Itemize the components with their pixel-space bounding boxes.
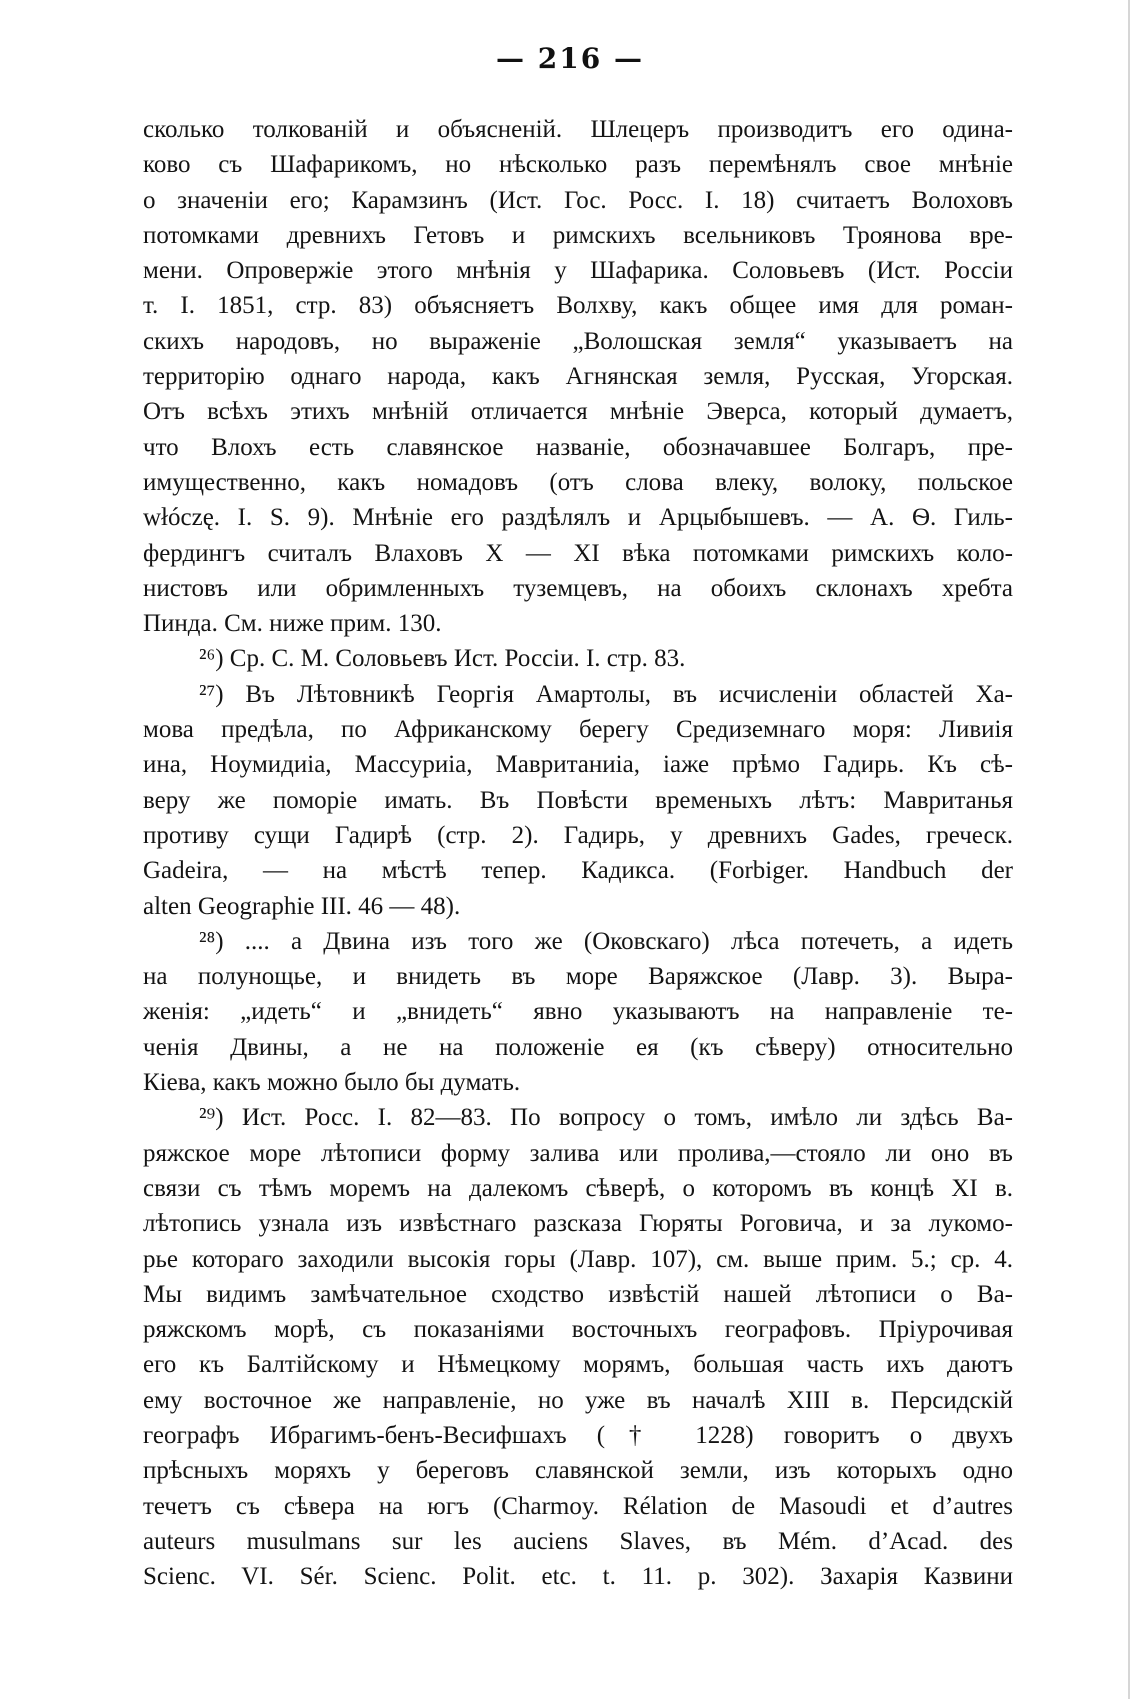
footnote-27: ²⁷) Въ Лѣтовникѣ Георгія Амартолы, въ исчисленіи областей Ха-: [199, 680, 1013, 708]
text-line: географъ Ибрагимъ-бенъ-Весифшахъ († 1228) говоритъ о двухъ: [143, 1421, 1013, 1449]
footnote-29: ²⁹) Ист. Росс. I. 82—83. По вопросу о томъ, имѣло ли здѣсь Ва-: [199, 1104, 1013, 1132]
text-line: нистовъ или обримленныхъ туземцевъ, на обоихъ склонахъ хребта: [143, 574, 1013, 602]
text-line: имущественно, какъ номадовъ (отъ слова влеку, волоку, польское: [143, 468, 1013, 496]
text-line: о значеніи его; Карамзинъ (Ист. Гос. Росс. I. 18) считаетъ Волоховъ: [143, 186, 1013, 214]
text-line: auteurs musulmans sur les auciens Slaves, въ Mém. d’Acad. des: [143, 1527, 1013, 1555]
text-line: мени. Опровержіе этого мнѣнія у Шафарика. Соловьевъ (Ист. Россіи: [143, 257, 1013, 285]
text-line: его къ Балтійскому и Нѣмецкому морямъ, большая часть ихъ даютъ: [143, 1351, 1013, 1379]
text-line: ина, Ноумидиіа, Массуриіа, Мавританиіа, іаже прѣмо Гадирь. Къ сѣ-: [143, 751, 1013, 779]
text-line: ково съ Шафарикомъ, но нѣсколько разъ перемѣнялъ свое мнѣніе: [143, 151, 1013, 179]
text-line: прѣсныхъ моряхъ у береговъ славянской земли, изъ которыхъ одно: [143, 1457, 1013, 1485]
text-line: веру же поморіе имать. Въ Повѣсти временыхъ лѣтъ: Мавританья: [143, 786, 1013, 814]
text-line: на полунощье, и внидеть въ море Варяжское (Лавр. 3). Выра-: [143, 963, 1013, 991]
text-line: скихъ народовъ, но выраженіе „Волошская земля“ указываетъ на: [143, 327, 1013, 355]
text-line: Scienc. VI. Sér. Scienc. Polit. etc. t. 11. p. 302). Захарія Казвини: [143, 1563, 1013, 1591]
text-line: мова предѣла, по Африканскому берегу Средиземнаго моря: Ливиія: [143, 716, 1013, 744]
text-line: лѣтопись узнала изъ извѣстнаго разсказа Гюряты Роговича, и за лукомо-: [143, 1210, 1013, 1238]
text-line: территорію однаго народа, какъ Агнянская земля, Русская, Угорская.: [143, 363, 1013, 391]
text-line: alten Geographie III. 46 — 48).: [143, 892, 461, 920]
page-edge-line: [1128, 0, 1130, 1699]
text-line: ряжское море лѣтописи форму залива или пролива,—стояло ли оно въ: [143, 1139, 1013, 1167]
page-number: — 216 —: [496, 42, 644, 75]
text-line: т. I. 1851, стр. 83) объясняетъ Волхву, какъ общее имя для роман-: [143, 292, 1013, 320]
text-line: ему восточное же направленіе, но уже въ началѣ XIII в. Персидскій: [143, 1386, 1013, 1414]
text-line: Кіева, какъ можно было бы думать.: [143, 1069, 521, 1097]
text-line: Отъ всѣхъ этихъ мнѣній отличается мнѣніе Эверса, который думаетъ,: [143, 398, 1013, 426]
text-line: рье котораго заходили высокія горы (Лавр. 107), см. выше прим. 5.; ср. 4.: [143, 1245, 1013, 1273]
text-line: фердингъ считалъ Влаховъ X — XI вѣка потомками римскихъ коло-: [143, 539, 1013, 567]
text-line: ченія Двины, а не на положеніе ея (къ сѣверу) относительно: [143, 1033, 1013, 1061]
text-line: потомками древнихъ Гетовъ и римскихъ всельниковъ Троянова вре-: [143, 221, 1013, 249]
footnote-26: ²⁶) Ср. С. М. Соловьевъ Ист. Россіи. I. стр. 83.: [199, 645, 686, 673]
text-line: Пинда. См. ниже прим. 130.: [143, 610, 442, 638]
text-line: сколько толкованій и объясненій. Шлецеръ производитъ его одина-: [143, 116, 1013, 143]
text-line: Gadeira, — на мѣстѣ тепер. Кадикса. (Forbiger. Handbuch der: [143, 857, 1013, 885]
text-line: женія: „идеть“ и „внидеть“ явно указываютъ на направленіе те-: [143, 998, 1013, 1026]
text-line: противу сущи Гадирѣ (стр. 2). Гадирь, у древнихъ Gades, греческ.: [143, 821, 1013, 849]
text-line: что Влохъ есть славянское названіе, обозначавшее Болгаръ, пре-: [143, 433, 1013, 461]
footnote-28: ²⁸) .... а Двина изъ того же (Оковскаго) лѣса потечеть, а идеть: [199, 927, 1013, 955]
page-text: [143, 112, 1013, 1594]
text-line: течетъ съ сѣвера на югъ (Charmoy. Rélation de Masoudi et d’autres: [143, 1492, 1013, 1520]
text-line: Мы видимъ замѣчательное сходство извѣстій нашей лѣтописи о Ва-: [143, 1280, 1013, 1308]
text-line: włóczę. I. S. 9). Мнѣніе его раздѣлялъ и Арцыбышевъ. — А. Ѳ. Гиль-: [143, 504, 1013, 532]
text-line: связи съ тѣмъ моремъ на далекомъ сѣверѣ, о которомъ въ концѣ XI в.: [143, 1174, 1013, 1202]
text-line: ряжскомъ морѣ, съ показаніями восточныхъ географовъ. Пріурочивая: [143, 1316, 1013, 1344]
